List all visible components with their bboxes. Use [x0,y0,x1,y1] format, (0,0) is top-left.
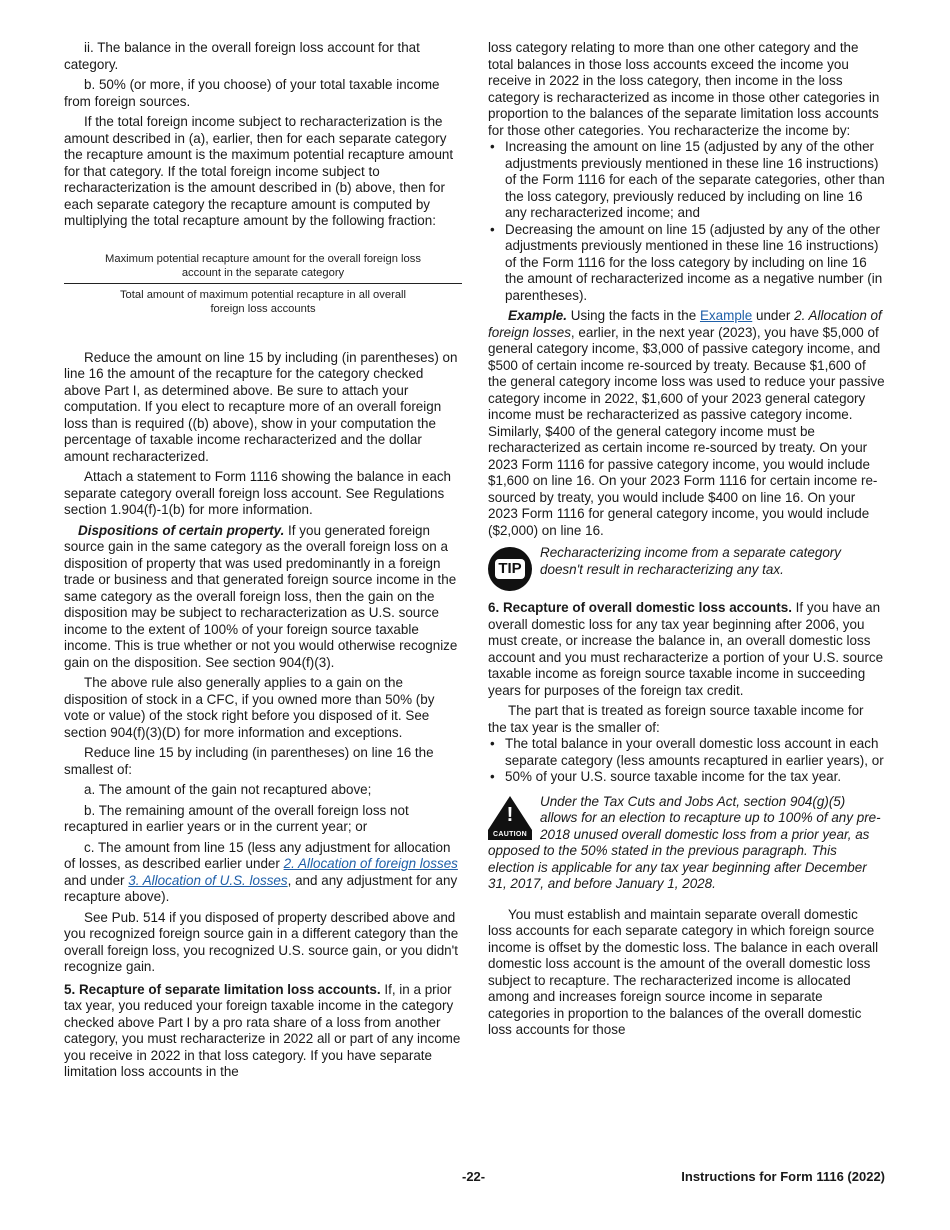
paragraph: Reduce the amount on line 15 by including (in parentheses) on line 16 the amount of the recapture for the category checked above Part I, as determined above. Be sure to attach your computation. If you elect to recapture more of an overall foreign loss than is required ((b) above), show in your computation the percentage of taxable income recharacterized and the dollar amount recharacterized. [64,349,458,464]
link-allocation-foreign-losses[interactable]: 2. Allocation of foreign losses [283,856,458,871]
tip-text: Recharacterizing income from a separate category doesn't result in recharacterizing any tax. [540,545,841,577]
list-item-text: Decreasing the amount on line 15 (adjusted by any of the other adjustments previously mentioned in these line 16 instructions) of the Form 1116 for the loss category by including on line 16 the amount of recharacterized income as a negative number (in parentheses). [505,221,883,303]
paragraph: b. The remaining amount of the overall foreign loss not recaptured in earlier years or in the current year; or [64,802,409,834]
caution-icon: ! CAUTION [488,796,532,840]
paragraph: ii. The balance in the overall foreign loss account for that category. [64,40,420,72]
paragraph-text: If you generated foreign source gain in the same category as the overall foreign loss on a disposition of property that was used predominantly in a foreign trade or business and that generated foreign source income in the same category as the overall foreign loss, then the gain on the disposition may be subject to recharacterization as U.S. source income to the extent of 100% of your foreign source taxable income. This is true whether or not you would otherwise recognize gain on the disposition. See section 904(f)(3). [64,522,458,670]
paragraph: The part that is treated as foreign source taxable income for the tax year is the smaller of: [488,703,864,735]
list-item-text: The total balance in your overall domestic loss account in each separate category (less amounts recaptured in earlier years), or [505,736,884,768]
paragraph-text: and under [64,872,129,888]
link-allocation-us-losses[interactable]: 3. Allocation of U.S. losses [128,872,288,888]
paragraph: b. 50% (or more, if you choose) of your total taxable income from foreign sources. [64,77,440,109]
left-column [64,40,462,1085]
list-item-text: Increasing the amount on line 15 (adjusted by any of the other adjustments previously mentioned in these line 16 instructions) of the Form 1116 for each of the separate categories, other than the loss category, previously reduced by including on line 16 any recharacterized income; and [505,139,885,220]
fraction-numerator: Maximum potential recapture amount for the overall foreign loss account in the separate category [64,252,462,284]
section-heading: 6. Recapture of overall domestic loss accounts. [488,600,792,615]
tip-icon-label: TIP [495,559,524,579]
list-item-text: 50% of your U.S. source taxable income for the tax year. [505,769,842,784]
paragraph: Attach a statement to Form 1116 showing the balance in each separate category overall foreign loss account. See Regulations section 1.904(f)-1(b) for more information. [64,469,452,517]
paragraph [488,308,885,539]
tip-note [488,545,885,578]
paragraph [64,982,462,1081]
paragraph-text: , earlier, in the next year (2023), you have $5,000 of general category income, $3,000 of passive category income, and $500 of certain income re-sourced by treaty. Because $1,600 of the general category income loss was used to reduce your passive category income in 2022, $1,600 of your 2023 general category income must be recharacterized as passive category income. Similarly, $400 of the general category income must be recharacterized as certain income re-sourced by treaty. On your 2023 Form 1116 for passive category income, you would include $1,600 on line 16. On your 2023 Form 1116 for certain income re-sourced by treaty, you would include $400 on line 16. On your 2023 Form 1116 for general category income, you would include ($2,000) on line 16. [488,324,885,538]
bullet-icon: • [490,221,495,237]
list-item [488,139,885,222]
footer-title: Instructions for Form 1116 (2022) [681,1169,885,1184]
caution-icon-label: CAUTION [488,830,532,840]
paragraph-text: If, in a prior tax year, you reduced your foreign taxable income in the category checked above Part I by a pro rata share of a loss from another category, you must recharacterize in 2022 all or part of any income you receive in 2022 in that loss category. If you have separate limitation loss accounts in the [64,981,461,1079]
tip-icon [488,547,532,591]
paragraph-text: Using the facts in the [567,308,700,323]
page-number: -22- [462,1169,486,1184]
link-example[interactable]: Example [699,308,753,323]
paragraph [64,523,462,672]
bullet-icon: • [490,769,495,784]
bullet-list [488,736,885,786]
paragraph: Reduce line 15 by including (in parentheses) on line 16 the smallest of: [64,745,434,777]
bullet-icon: • [490,736,495,751]
run-in-heading: Example. [508,308,568,323]
paragraph [64,840,462,906]
bullet-icon: • [490,139,495,154]
right-column [488,40,885,1043]
paragraph: See Pub. 514 if you disposed of property described above and you recognized foreign source gain in a different category than the overall foreign loss, you recognized U.S. source gain, or you didn't recognize gain. [64,909,459,974]
paragraph-text: If you have an overall domestic loss for any tax year beginning after 2006, you must create, or increase the balance in, an overall domestic loss account and you must recharacterize a portion of your U.S. source taxable income as foreign source taxable income in succeeding years for purposes of the foreign tax credit. [488,600,884,698]
paragraph: If the total foreign income subject to recharacterization is the amount described in (a), earlier, then for each separate category the recapture amount is the maximum potential recapture amount for that category. If the total foreign income subject to recharacterization is the amount described in (b) above, then for each separate category the recapture amount is computed by multiplying the total recapture amount by the following fraction: [64,114,454,228]
paragraph: loss category relating to more than one other category and the total balances in those loss accounts exceed the income you receive in 2022 in the loss category, then income in the loss category is recharacterized as income in those other categories in proportion to the balances of the separate limitation loss accounts for those other categories. You recharacterize the income by: [488,40,880,138]
section-heading: 5. Recapture of separate limitation loss accounts. [64,981,381,997]
list-item [488,736,885,769]
caution-note [488,794,885,893]
bullet-list [488,139,885,304]
list-item [488,222,885,305]
paragraph-text: under [752,308,795,323]
list-item [488,769,885,786]
caution-text: Under the Tax Cuts and Jobs Act, section 904(g)(5) allows for an election to recapture up to 100% of any pre-2018 unused overall domestic loss from a prior year, as opposed to the 50% stated in the previous paragraph. This election is applicable for any tax year beginning after December 31, 2017, and before January 1, 2028. [488,793,881,891]
paragraph: The above rule also generally applies to a gain on the disposition of stock in a CFC, if you owned more than 50% (by vote or value) of the stock right before you disposed of it. See section 904(f)(3)(D) for more information and exceptions. [64,675,435,740]
paragraph: You must establish and maintain separate overall domestic loss accounts for each separate category in which foreign source income is offset by the domestic loss. The balance in each overall domestic loss account is the amount of the overall domestic loss subject to recapture. The recharacterized income is allocated among and increases foreign source income in separate categories in proportion to the balances of the overall domestic loss accounts for those [488,906,879,1037]
paragraph-text: 2. Allocation of foreign losses [488,308,882,340]
fraction-denominator: Total amount of maximum potential recapture in all overall foreign loss accounts [119,288,407,315]
paragraph-text: c. The amount from line 15 (less any adjustment for allocation of losses, as described earlier under [64,839,451,871]
run-in-heading: Dispositions of certain property. [78,522,285,538]
paragraph-text: , and any adjustment for any recapture above). [64,872,458,904]
paragraph [488,600,885,699]
paragraph: a. The amount of the gain not recaptured above; [84,782,372,797]
recapture-fraction [64,252,462,316]
